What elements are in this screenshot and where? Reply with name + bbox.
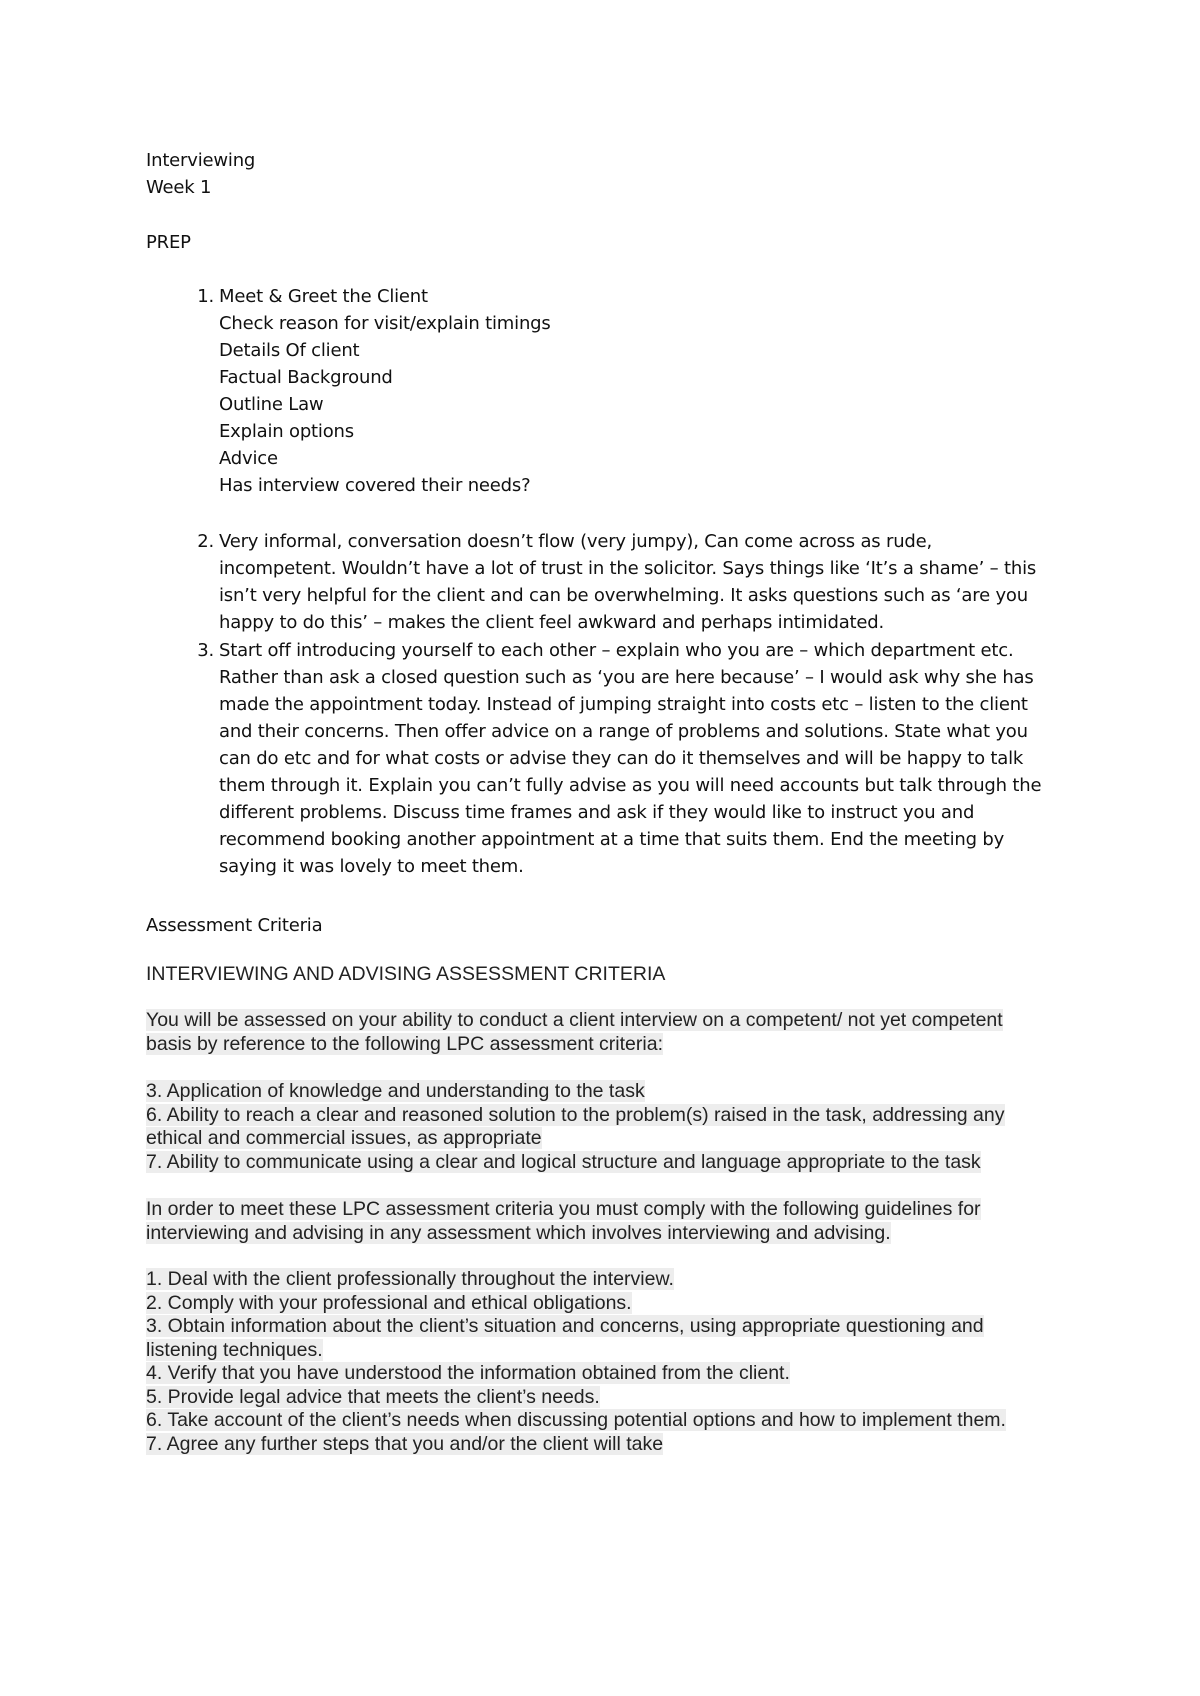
- document-subtitle: Week 1: [146, 177, 212, 198]
- paragraph-line: recommend booking another appointment at a time that suits them. End the meeting by: [219, 829, 1005, 850]
- list-item: 7. Agree any further steps that you and/or the client will take: [146, 1432, 664, 1455]
- paragraph-line: isn’t very helpful for the client and can be overwhelming. It asks questions such as ‘are you: [219, 585, 1028, 606]
- prep-item-3: [146, 637, 1066, 880]
- list-item: 4. Verify that you have understood the information obtained from the client.: [146, 1362, 790, 1384]
- paragraph-line: Rather than ask a closed question such as ‘you are here because’ – I would ask why she has: [219, 667, 1034, 688]
- paragraph-line: made the appointment today. Instead of jumping straight into costs etc – listen to the client: [219, 694, 1028, 715]
- paragraph-line: In order to meet these LPC assessment criteria you must comply with the following guidelines for: [146, 1198, 981, 1220]
- prep-label-block: [146, 229, 1066, 256]
- list-item: Factual Background: [219, 367, 393, 388]
- assessment-criteria-list: [146, 1080, 1066, 1174]
- list-item: 3. Obtain information about the client’s situation and concerns, using appropriate questioning and: [146, 1315, 984, 1337]
- list-item: 7. Ability to communicate using a clear and logical structure and language appropriate to the task: [146, 1150, 981, 1173]
- document-title: Interviewing: [146, 150, 256, 171]
- paragraph-line: happy to do this’ – makes the client feel awkward and perhaps intimidated.: [219, 612, 885, 633]
- paragraph-line: saying it was lovely to meet them.: [219, 856, 524, 877]
- prep-item-1-number: 1.: [197, 286, 214, 307]
- paragraph-line: You will be assessed on your ability to conduct a client interview on a competent/ not yet competent: [146, 1009, 1003, 1031]
- paragraph-line: can do etc and for what costs or advise they can do it themselves and will be happy to talk: [219, 748, 1024, 769]
- list-item: Explain options: [219, 421, 354, 442]
- guidelines-list: [146, 1268, 1066, 1456]
- list-item: 5. Provide legal advice that meets the client’s needs.: [146, 1385, 600, 1408]
- list-item: 3. Application of knowledge and understanding to the task: [146, 1080, 645, 1102]
- assessment-heading: INTERVIEWING AND ADVISING ASSESSMENT CRITERIA: [146, 963, 666, 985]
- paragraph-line: interviewing and advising in any assessment which involves interviewing and advising.: [146, 1221, 891, 1244]
- list-item: Advice: [219, 448, 278, 469]
- list-item: 2. Comply with your professional and ethical obligations.: [146, 1291, 632, 1314]
- paragraph-line: them through it. Explain you can’t fully advise as you will need accounts but talk through the: [219, 775, 1042, 796]
- list-item: Outline Law: [219, 394, 324, 415]
- list-item: Meet & Greet the Client: [219, 286, 428, 307]
- document-header: [146, 147, 1066, 201]
- assessment-heading-block: [146, 963, 1066, 987]
- list-item: ethical and commercial issues, as appropriate: [146, 1127, 542, 1149]
- prep-item-2-number: 2.: [197, 531, 214, 552]
- paragraph-line: basis by reference to the following LPC assessment criteria:: [146, 1032, 663, 1055]
- list-item: Has interview covered their needs?: [219, 475, 531, 496]
- prep-label: PREP: [146, 232, 191, 253]
- list-item: Check reason for visit/explain timings: [219, 313, 551, 334]
- list-item: 6. Take account of the client’s needs when discussing potential options and how to implement them.: [146, 1409, 1006, 1431]
- paragraph-line: different problems. Discuss time frames and ask if they would like to instruct you and: [219, 802, 975, 823]
- list-item: 1. Deal with the client professionally throughout the interview.: [146, 1268, 674, 1290]
- assessment-intro: [146, 1009, 1066, 1056]
- list-item: 6. Ability to reach a clear and reasoned solution to the problem(s) raised in the task, addressing any: [146, 1103, 1005, 1126]
- prep-item-2: [146, 528, 1066, 636]
- paragraph-line: and their concerns. Then offer advice on a range of problems and solutions. State what you: [219, 721, 1028, 742]
- list-item: Details Of client: [219, 340, 360, 361]
- paragraph-line: Very informal, conversation doesn’t flow (very jumpy), Can come across as rude,: [219, 531, 933, 552]
- list-item: listening techniques.: [146, 1338, 323, 1361]
- prep-item-1: [146, 283, 1066, 499]
- prep-item-3-number: 3.: [197, 640, 214, 661]
- assessment-label: Assessment Criteria: [146, 915, 323, 936]
- paragraph-line: Start off introducing yourself to each other – explain who you are – which department etc.: [219, 640, 1014, 661]
- assessment-label-block: [146, 912, 1066, 939]
- guidelines-intro: [146, 1198, 1066, 1245]
- paragraph-line: incompetent. Wouldn’t have a lot of trust in the solicitor. Says things like ‘It’s a shame’ – this: [219, 558, 1037, 579]
